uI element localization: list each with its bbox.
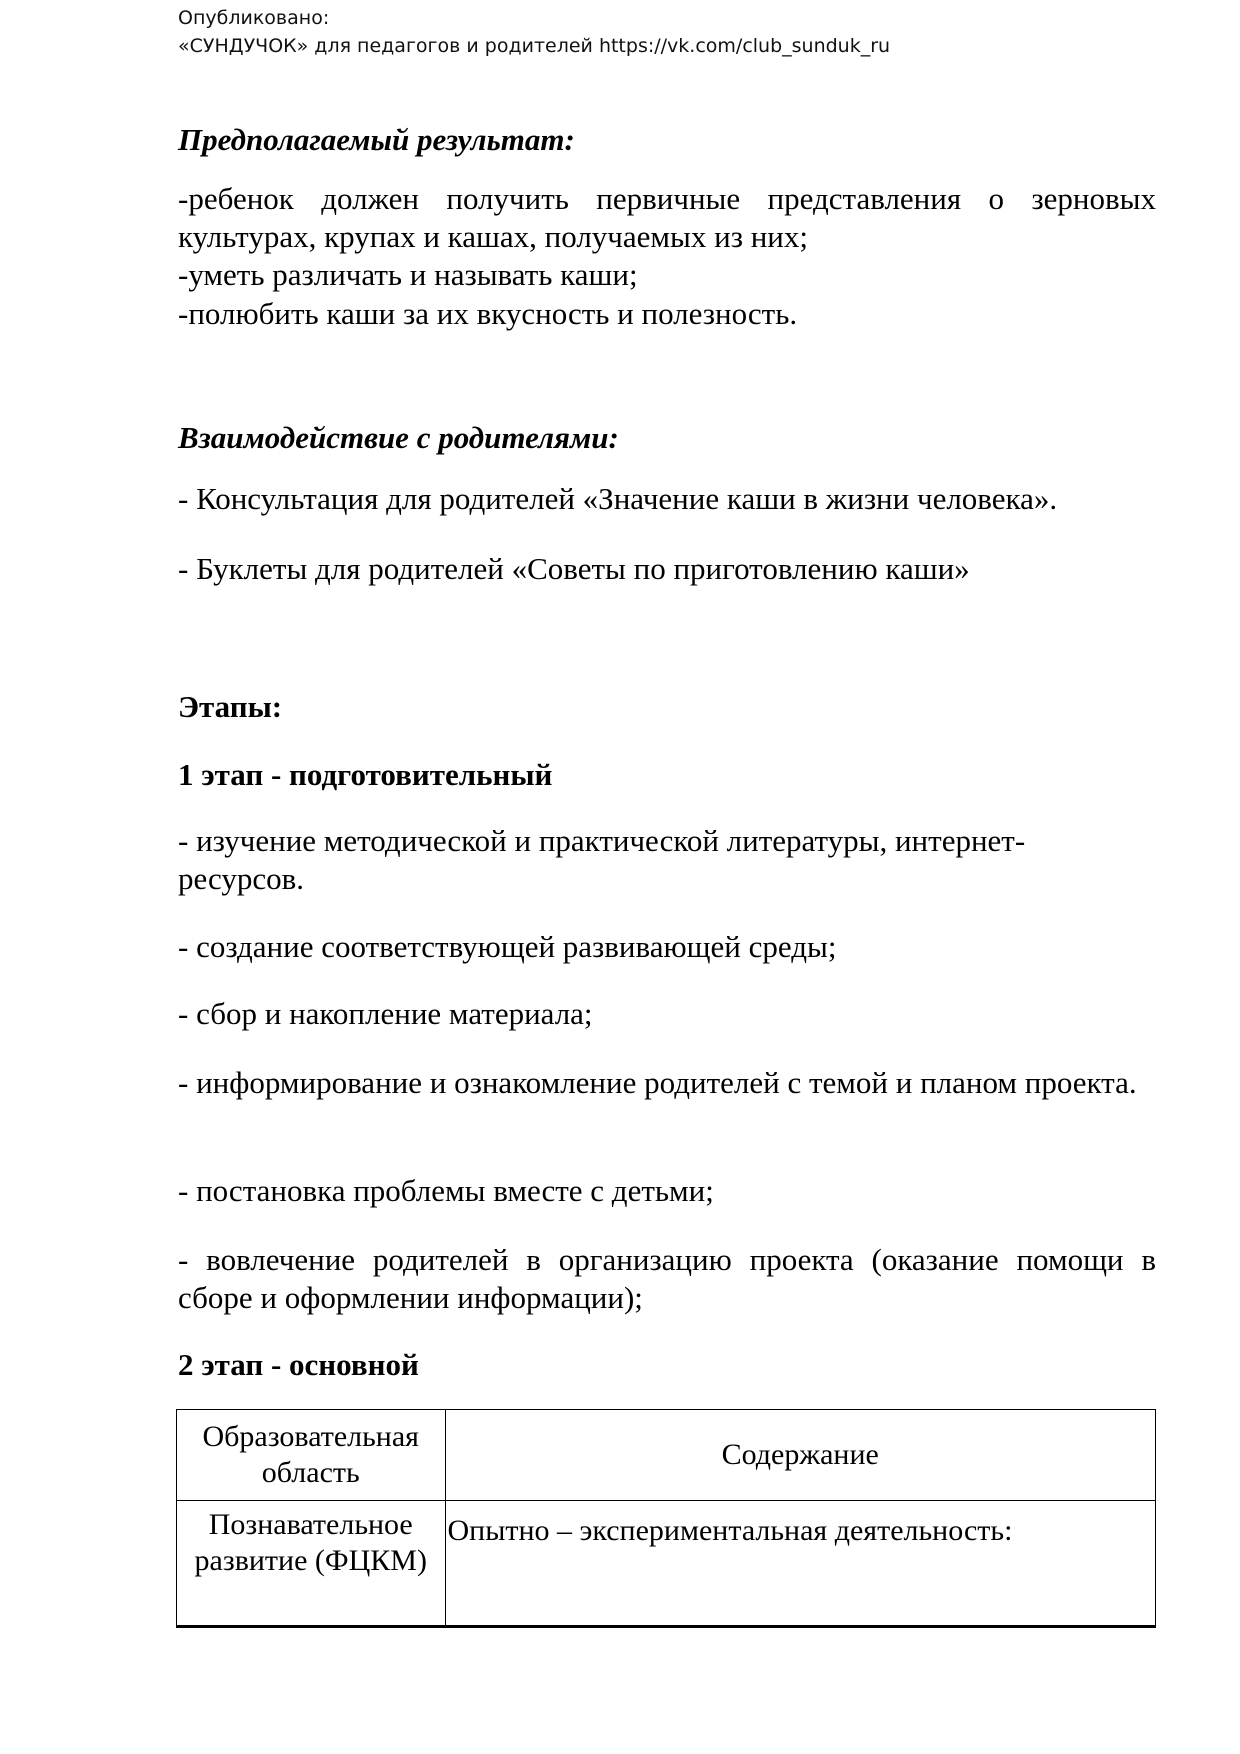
table-row [177,1501,1156,1627]
result-item-2: -уметь различать и называть каши; [178,257,638,292]
stage2-heading: 2 этап - основной [178,1347,419,1382]
table-header-content: Содержание [445,1410,1156,1501]
table-header-row [177,1410,1156,1501]
result-item-1: -ребенок должен получить первичные представления о зерновых культурах, крупах и кашах, получаемых из них; [178,181,1156,254]
table-header-area-line2: область [261,1456,360,1489]
parents-item-1: - Консультация для родителей «Значение каши в жизни человека». [178,481,1058,516]
publication-label: Опубликовано: [178,7,330,29]
result-heading: Предполагаемый результат: [178,122,575,157]
table-header-area-line1: Образовательная [202,1420,419,1453]
stage1-item-2: - создание соответствующей развивающей среды; [178,929,837,964]
stage1-item-4: - информирование и ознакомление родителей с темой и планом проекта. [178,1065,1137,1100]
stage1-item-1: - изучение методической и практической литературы, интернет-ресурсов. [178,823,1026,896]
result-item-3: -полюбить каши за их вкусность и полезность. [178,296,798,331]
stage2-table [176,1409,1156,1628]
table-cell-area [177,1501,446,1627]
publication-source[interactable]: «СУНДУЧОК» для педагогов и родителей https://vk.com/club_sunduk_ru [178,35,891,57]
stages-heading: Этапы: [178,689,283,724]
stage1-heading: 1 этап - подготовительный [178,757,553,792]
parents-item-2: - Буклеты для родителей «Советы по приготовлению каши» [178,551,970,586]
stage1-item-5: - постановка проблемы вместе с детьми; [178,1173,714,1208]
table-cell-area-line2: развитие (ФЦКМ) [194,1544,427,1577]
table-cell-area-line1: Познавательное [208,1508,413,1541]
publication-header [178,4,890,60]
table-header-area [177,1410,446,1501]
stage1-item-3: - сбор и накопление материала; [178,996,593,1031]
stage1-item-6: - вовлечение родителей в организацию проекта (оказание помощи в сборе и оформлении информации); [178,1242,1156,1315]
table-cell-content: Опытно – экспериментальная деятельность: [445,1501,1156,1627]
parents-heading: Взаимодействие с родителями: [178,420,619,455]
